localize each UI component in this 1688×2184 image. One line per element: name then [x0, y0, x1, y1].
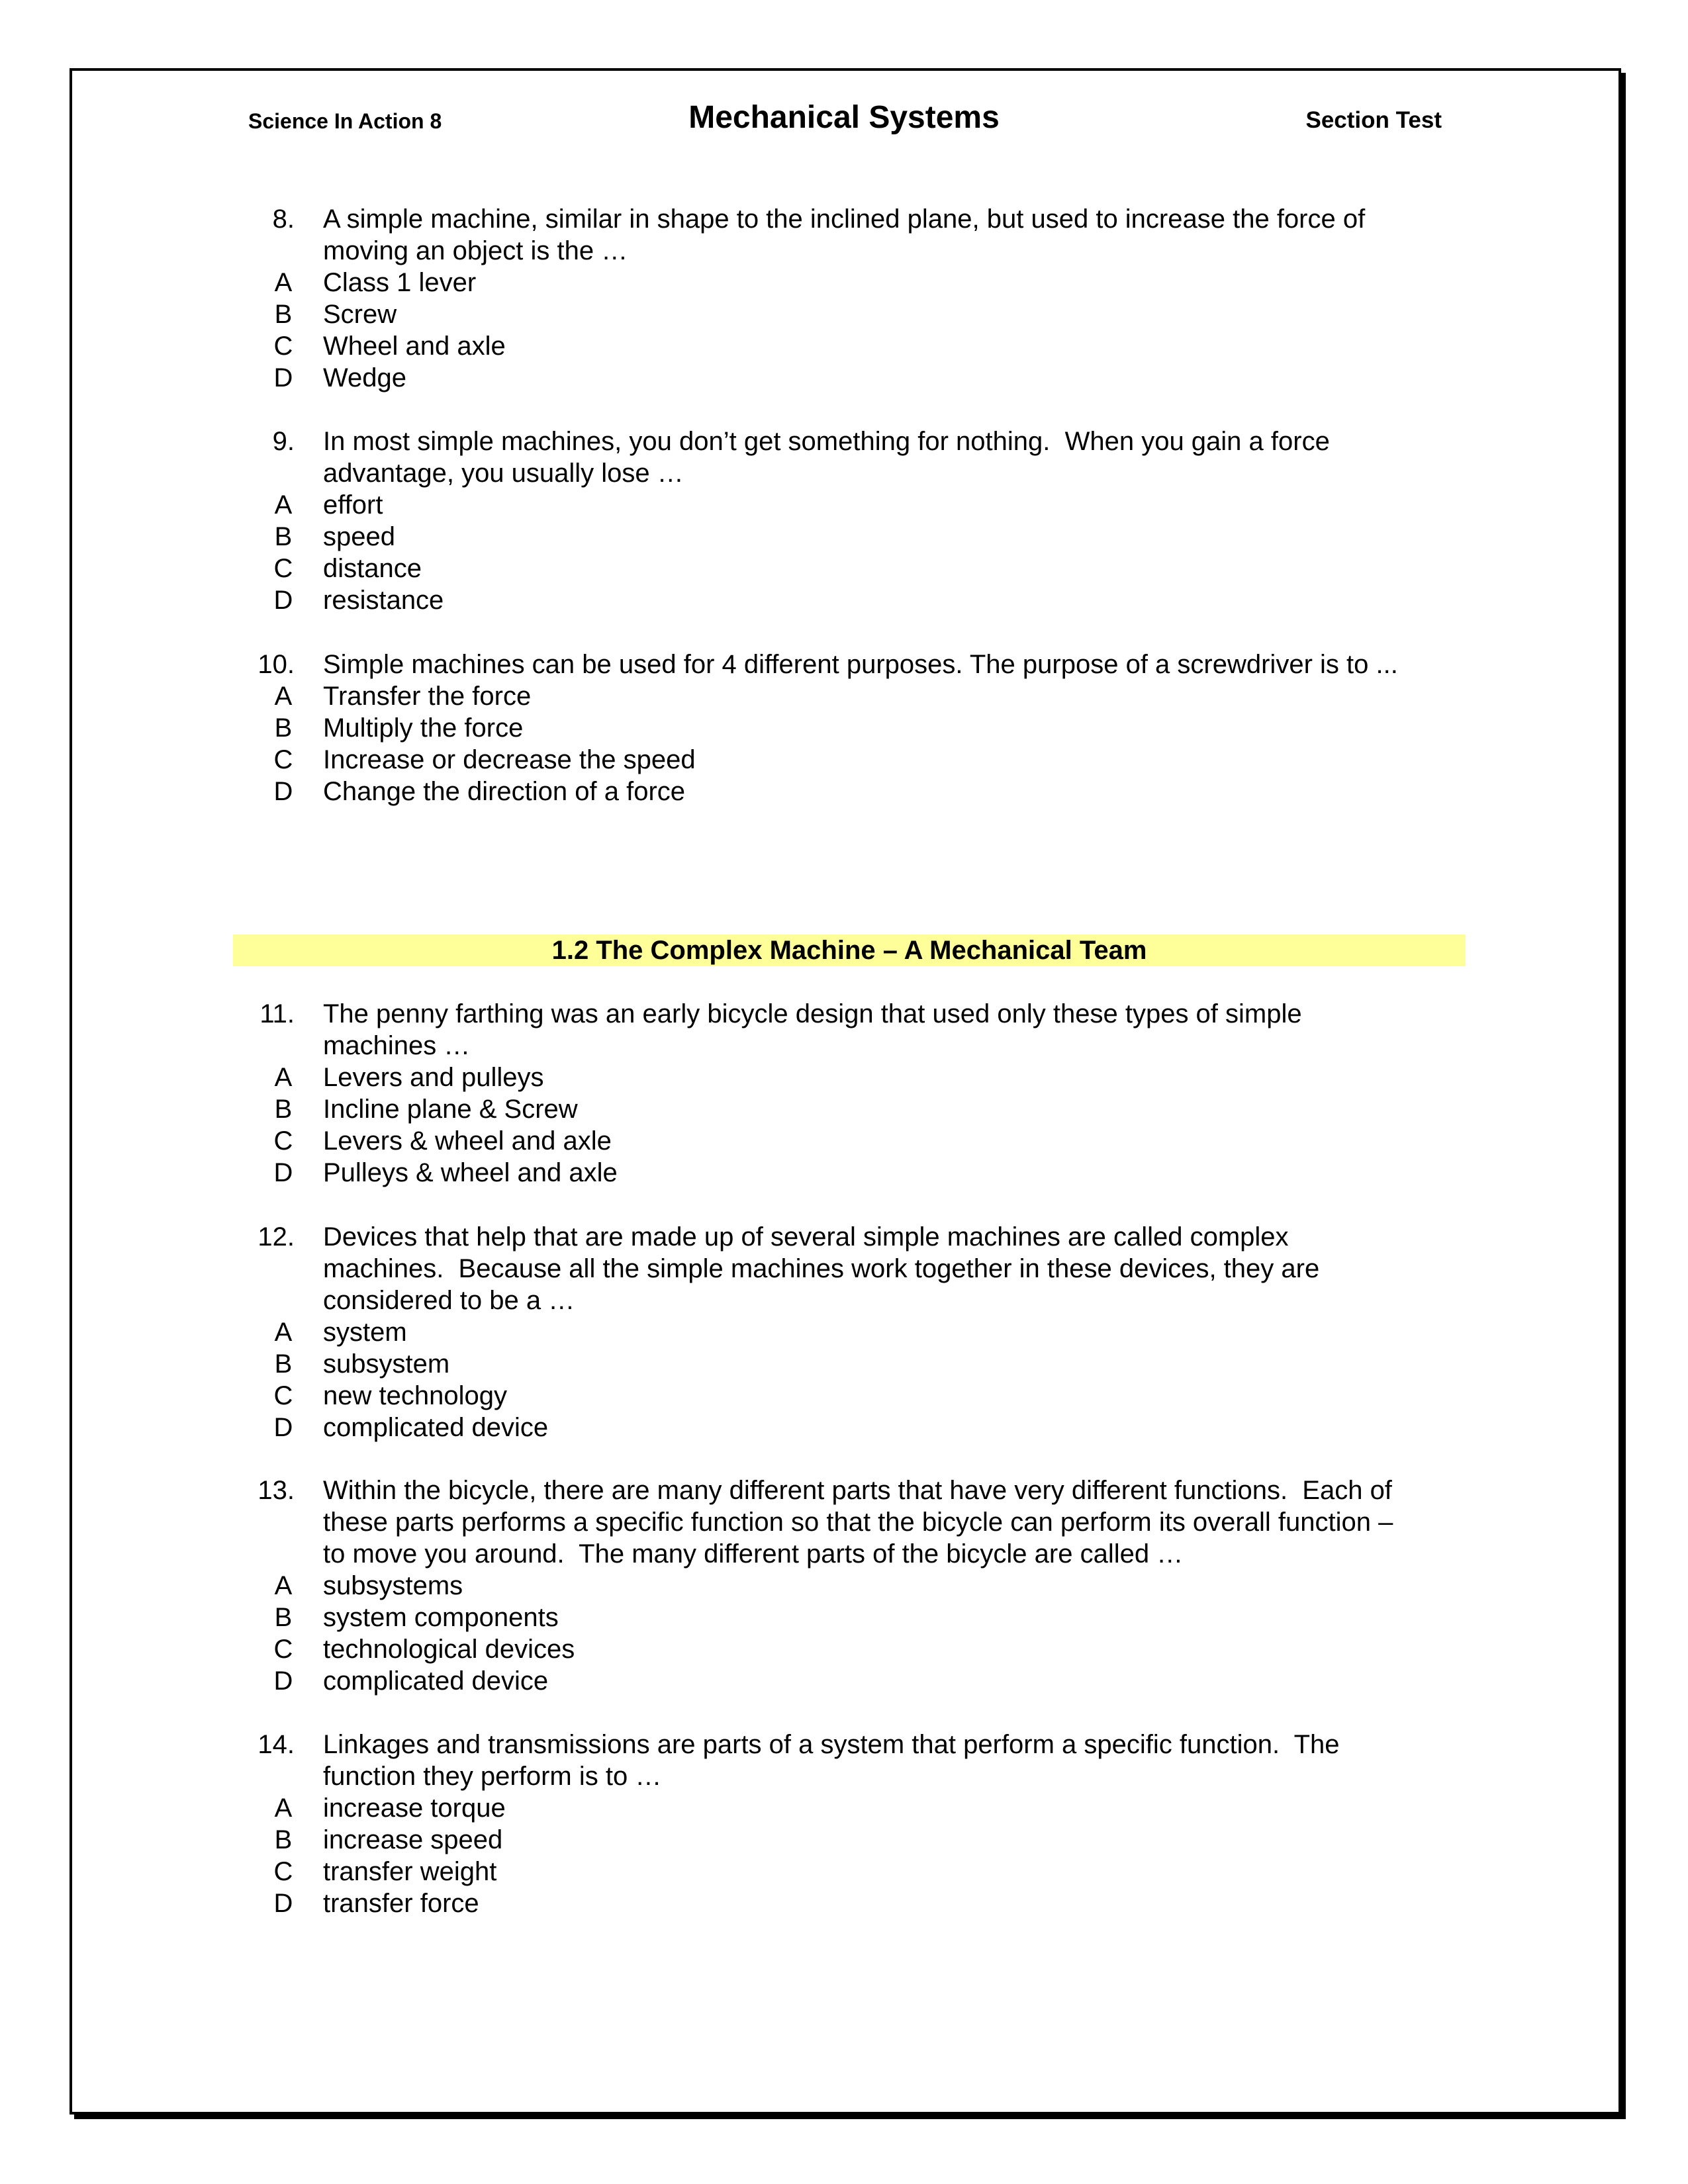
question-number: 9. [272, 427, 295, 456]
option-text: speed [323, 522, 395, 551]
question-8 [0, 203, 1688, 394]
option-letter: C [273, 745, 293, 774]
question-line [0, 203, 1688, 235]
option-letter: D [273, 1413, 293, 1442]
option-letter: C [273, 1635, 293, 1664]
option-text: transfer weight [323, 1857, 497, 1886]
option-letter: D [273, 586, 293, 615]
question-14 [0, 1729, 1688, 1919]
option-text: increase speed [323, 1825, 503, 1854]
answer-option [0, 712, 1688, 744]
answer-option [0, 521, 1688, 553]
option-text: distance [323, 554, 422, 583]
question-number: 8. [272, 205, 295, 234]
page-header [248, 99, 1440, 146]
option-text: subsystem [323, 1349, 450, 1379]
option-letter: B [274, 1825, 293, 1854]
answer-option [0, 1348, 1688, 1380]
answer-option [0, 1602, 1688, 1633]
option-letter: B [274, 1095, 293, 1124]
option-letter: A [274, 1794, 293, 1823]
option-text: effort [323, 490, 383, 520]
question-text: Devices that help that are made up of several simple machines are called complex [323, 1222, 1289, 1251]
question-text: to move you around. The many different parts of the bicycle are called … [323, 1539, 1184, 1569]
answer-option [0, 744, 1688, 776]
option-text: Multiply the force [323, 713, 524, 743]
question-line [0, 1221, 1688, 1253]
option-letter: C [273, 1381, 293, 1410]
option-text: Incline plane & Screw [323, 1095, 578, 1124]
question-9 [0, 426, 1688, 616]
question-line [0, 457, 1688, 489]
question-text: Within the bicycle, there are many different parts that have very different functions. Each of [323, 1476, 1392, 1505]
answer-option [0, 1316, 1688, 1348]
option-letter: D [273, 1666, 293, 1696]
option-letter: B [274, 713, 293, 743]
option-letter: C [273, 554, 293, 583]
option-text: technological devices [323, 1635, 575, 1664]
question-line [0, 1285, 1688, 1316]
question-text: considered to be a … [323, 1286, 575, 1315]
question-number: 13. [258, 1476, 295, 1505]
question-text: function they perform is to … [323, 1762, 662, 1791]
question-text: machines … [323, 1031, 471, 1060]
option-text: new technology [323, 1381, 507, 1410]
question-text: The penny farthing was an early bicycle design that used only these types of simple [323, 999, 1302, 1028]
answer-option [0, 1792, 1688, 1824]
question-10 [0, 649, 1688, 807]
option-letter: A [274, 1571, 293, 1600]
question-line [0, 1729, 1688, 1760]
answer-option [0, 1412, 1688, 1443]
option-letter: A [274, 682, 293, 711]
option-letter: B [274, 1603, 293, 1632]
question-text: In most simple machines, you don’t get something for nothing. When you gain a force [323, 427, 1330, 456]
question-number: 12. [258, 1222, 295, 1251]
answer-option [0, 1824, 1688, 1856]
question-11 [0, 998, 1688, 1189]
question-line [0, 1475, 1688, 1506]
test-type: Section Test [1305, 107, 1442, 133]
question-line [0, 235, 1688, 267]
answer-option [0, 1856, 1688, 1888]
section-heading: 1.2 The Complex Machine – A Mechanical Team [233, 934, 1466, 966]
option-letter: C [273, 1126, 293, 1156]
answer-option [0, 1633, 1688, 1665]
option-letter: D [273, 1889, 293, 1918]
option-letter: A [274, 1063, 293, 1092]
answer-option [0, 298, 1688, 330]
option-text: Levers and pulleys [323, 1063, 544, 1092]
answer-option [0, 489, 1688, 521]
question-text: moving an object is the … [323, 236, 628, 265]
option-text: subsystems [323, 1571, 463, 1600]
answer-option [0, 362, 1688, 394]
question-number: 10. [258, 650, 295, 679]
question-line [0, 1538, 1688, 1570]
option-letter: C [273, 1857, 293, 1886]
option-text: complicated device [323, 1666, 549, 1696]
question-line [0, 998, 1688, 1030]
option-text: system components [323, 1603, 559, 1632]
answer-option [0, 1888, 1688, 1919]
question-line [0, 1030, 1688, 1062]
question-line [0, 1506, 1688, 1538]
option-letter: D [273, 363, 293, 392]
option-letter: B [274, 1349, 293, 1379]
option-letter: A [274, 490, 293, 520]
option-text: system [323, 1318, 407, 1347]
answer-option [0, 553, 1688, 584]
answer-option [0, 680, 1688, 712]
option-letter: C [273, 332, 293, 361]
question-12 [0, 1221, 1688, 1443]
question-text: advantage, you usually lose … [323, 459, 684, 488]
answer-option [0, 1125, 1688, 1157]
answer-option [0, 1062, 1688, 1093]
answer-option [0, 330, 1688, 362]
answer-option [0, 584, 1688, 616]
option-text: increase torque [323, 1794, 506, 1823]
option-text: transfer force [323, 1889, 479, 1918]
page-title: Mechanical Systems [688, 100, 1000, 135]
question-number: 14. [258, 1730, 295, 1759]
answer-option [0, 1665, 1688, 1697]
question-text: Simple machines can be used for 4 different purposes. The purpose of a screwdriver is to ... [323, 650, 1398, 679]
question-line [0, 1253, 1688, 1285]
option-text: Pulleys & wheel and axle [323, 1158, 618, 1187]
option-letter: B [274, 300, 293, 329]
option-letter: D [273, 777, 293, 806]
answer-option [0, 1157, 1688, 1189]
option-text: Wedge [323, 363, 407, 392]
answer-option [0, 1380, 1688, 1412]
option-text: Screw [323, 300, 397, 329]
option-text: Transfer the force [323, 682, 532, 711]
question-text: A simple machine, similar in shape to the inclined plane, but used to increase the force of [323, 205, 1366, 234]
question-line [0, 426, 1688, 457]
answer-option [0, 776, 1688, 807]
option-letter: A [274, 1318, 293, 1347]
option-text: complicated device [323, 1413, 549, 1442]
option-text: Levers & wheel and axle [323, 1126, 612, 1156]
option-letter: B [274, 522, 293, 551]
option-text: Increase or decrease the speed [323, 745, 696, 774]
question-text: these parts performs a specific function so that the bicycle can perform its overall function – [323, 1508, 1393, 1537]
option-text: Wheel and axle [323, 332, 506, 361]
answer-option [0, 1093, 1688, 1125]
answer-option [0, 267, 1688, 298]
question-13 [0, 1475, 1688, 1697]
course-name: Science In Action 8 [248, 109, 442, 133]
question-line [0, 1760, 1688, 1792]
option-letter: D [273, 1158, 293, 1187]
answer-option [0, 1570, 1688, 1602]
option-text: Class 1 lever [323, 268, 477, 297]
option-text: resistance [323, 586, 444, 615]
option-text: Change the direction of a force [323, 777, 686, 806]
question-text: Linkages and transmissions are parts of a system that perform a specific function. The [323, 1730, 1340, 1759]
question-number: 11. [259, 999, 295, 1028]
option-letter: A [274, 268, 293, 297]
question-text: machines. Because all the simple machines work together in these devices, they are [323, 1254, 1320, 1283]
question-line [0, 649, 1688, 680]
